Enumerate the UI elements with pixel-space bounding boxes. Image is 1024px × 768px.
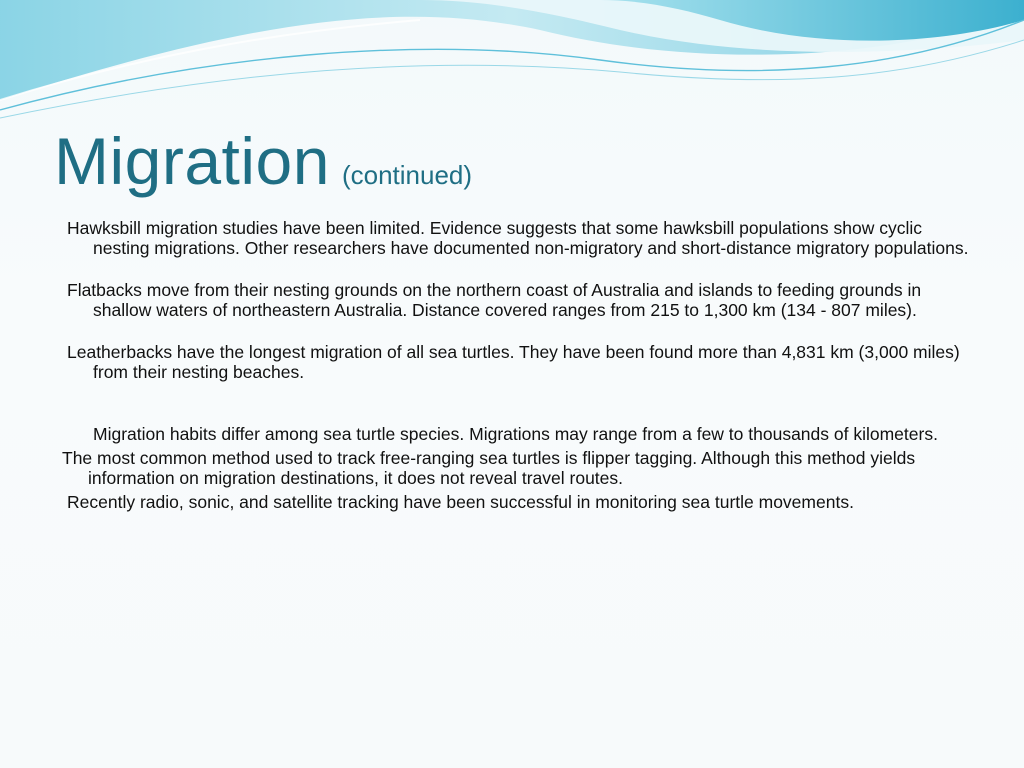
paragraph-flipper-tagging: The most common method used to track free-ranging sea turtles is flipper tagging. Although this method yields information on migration destinations, it does not reveal travel routes. <box>62 448 916 488</box>
slide-title-subtitle: (continued) <box>341 160 473 190</box>
slide-body <box>0 218 1000 512</box>
slide-title <box>54 124 473 198</box>
paragraph-flatbacks: Flatbacks move from their nesting grounds on the northern coast of Australia and islands to feeding grounds in shallow waters of northeastern Australia. Distance covered ranges from 215 to 1,300 km (134 - 807 miles). <box>67 280 922 320</box>
paragraph-tracking-methods: Recently radio, sonic, and satellite tracking have been successful in monitoring sea turtle movements. <box>67 492 854 512</box>
decorative-wave-header <box>0 0 1024 130</box>
paragraph-hawksbill: Hawksbill migration studies have been limited. Evidence suggests that some hawksbill populations show cyclic nesting migrations. Other researchers have documented non-migratory and short-distance migratory populations. <box>67 218 969 258</box>
paragraph-leatherbacks: Leatherbacks have the longest migration of all sea turtles. They have been found more than 4,831 km (3,000 miles) from their nesting beaches. <box>67 342 960 382</box>
paragraph-migration-habits: Migration habits differ among sea turtle species. Migrations may range from a few to thousands of kilometers. <box>93 424 938 444</box>
slide-title-main: Migration <box>54 124 330 198</box>
